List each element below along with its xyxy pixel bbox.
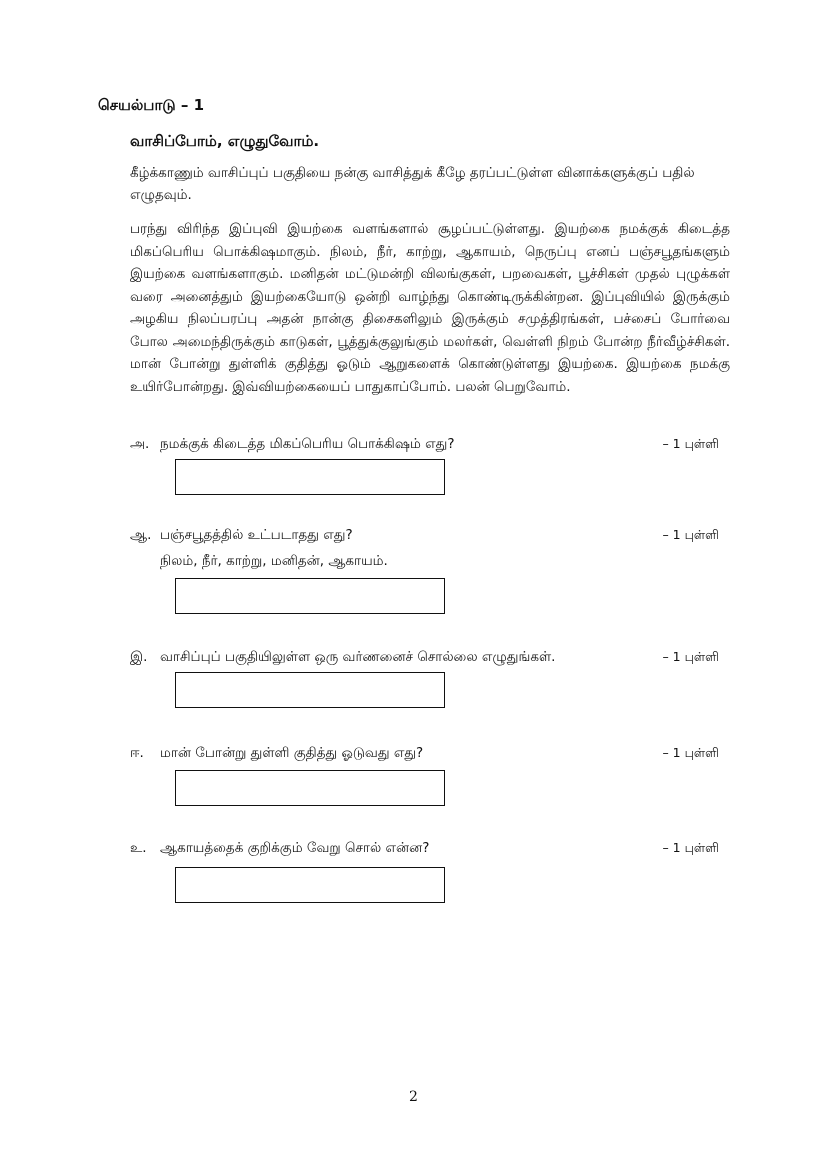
page-number: 2 bbox=[409, 1089, 418, 1105]
answer-box[interactable] bbox=[175, 867, 445, 903]
answer-box[interactable] bbox=[175, 672, 445, 708]
question-text: நமக்குக் கிடைத்த மிகப்பெரிய பொக்கிஷம் எது? bbox=[160, 436, 455, 452]
instruction-text: கீழ்க்காணும் வாசிப்புப் பகுதியை நன்கு வாசித்துக் கீழே தரப்பட்டுள்ள வினாக்களுக்குப் பதில் எழுதவும். bbox=[130, 165, 695, 203]
reading-passage: பரந்து விரிந்த இப்புவி இயற்கை வளங்களால் சூழப்பட்டுள்ளது. இயற்கை நமக்குக் கிடைத்த மிகப்பெரிய பொக்கிஷமாகும். நிலம், நீர், காற்று, ஆகாயம், நெருப்பு எனப் பஞ்சபூதங்களும் இயற்கை வளங்களாகும். மனிதன் மட்டுமன்றி விலங்குகள், பறவைகள், பூச்சிகள் முதல் புழுக்கள் வரை அனைத்தும் இயற்கையோடு ஒன்றி வாழ்ந்து கொண்டிருக்கின்றன. இப்புவியில் இருக்கும் அழகிய நிலப்பரப்பு அதன் நான்கு திசைகளிலும் இருக்கும் சமுத்திரங்கள், பச்சைப் போர்வை போல அமைந்திருக்கும் காடுகள், பூத்துக்குலுங்கும் மலர்கள், வெள்ளி நிறம் போன்ற நீர்வீழ்ச்சிகள். மான் போன்று துள்ளிக் குதித்து ஓடும் ஆறுகளைக் கொண்டுள்ளது இயற்கை. இயற்கை நமக்கு உயிர்போன்றது. இவ்வியற்கையைப் பாதுகாப்போம். பலன் பெறுவோம். bbox=[130, 221, 730, 395]
question-text: ஆகாயத்தைக் குறிக்கும் வேறு சொல் என்ன? bbox=[160, 840, 430, 856]
question-marks: – 1 புள்ளி bbox=[662, 436, 719, 451]
question-text: பஞ்சபூதத்தில் உட்படாதது எது? bbox=[160, 527, 353, 543]
question-label: இ. bbox=[130, 649, 148, 665]
question-marks: – 1 புள்ளி bbox=[662, 745, 719, 760]
activity-title: செயல்பாடு – 1 bbox=[98, 96, 205, 114]
question-label: உ. bbox=[130, 840, 147, 856]
question-text: மான் போன்று துள்ளி குதித்து ஓடுவது எது? bbox=[160, 745, 424, 761]
answer-box[interactable] bbox=[175, 459, 445, 495]
section-subtitle: வாசிப்போம், எழுதுவோம். bbox=[130, 132, 320, 150]
question-label: ஆ. bbox=[130, 527, 152, 543]
answer-box[interactable] bbox=[175, 770, 445, 806]
answer-box[interactable] bbox=[175, 578, 445, 614]
question-text: வாசிப்புப் பகுதியிலுள்ள ஒரு வர்ணனைச் சொல்லை எழுதுங்கள். bbox=[160, 649, 556, 665]
question-marks: – 1 புள்ளி bbox=[662, 649, 719, 664]
question-options: நிலம், நீர், காற்று, மனிதன், ஆகாயம். bbox=[160, 553, 388, 569]
question-label: அ. bbox=[130, 436, 150, 452]
question-label: ஈ. bbox=[130, 745, 144, 761]
question-marks: – 1 புள்ளி bbox=[662, 840, 719, 855]
question-marks: – 1 புள்ளி bbox=[662, 527, 719, 542]
